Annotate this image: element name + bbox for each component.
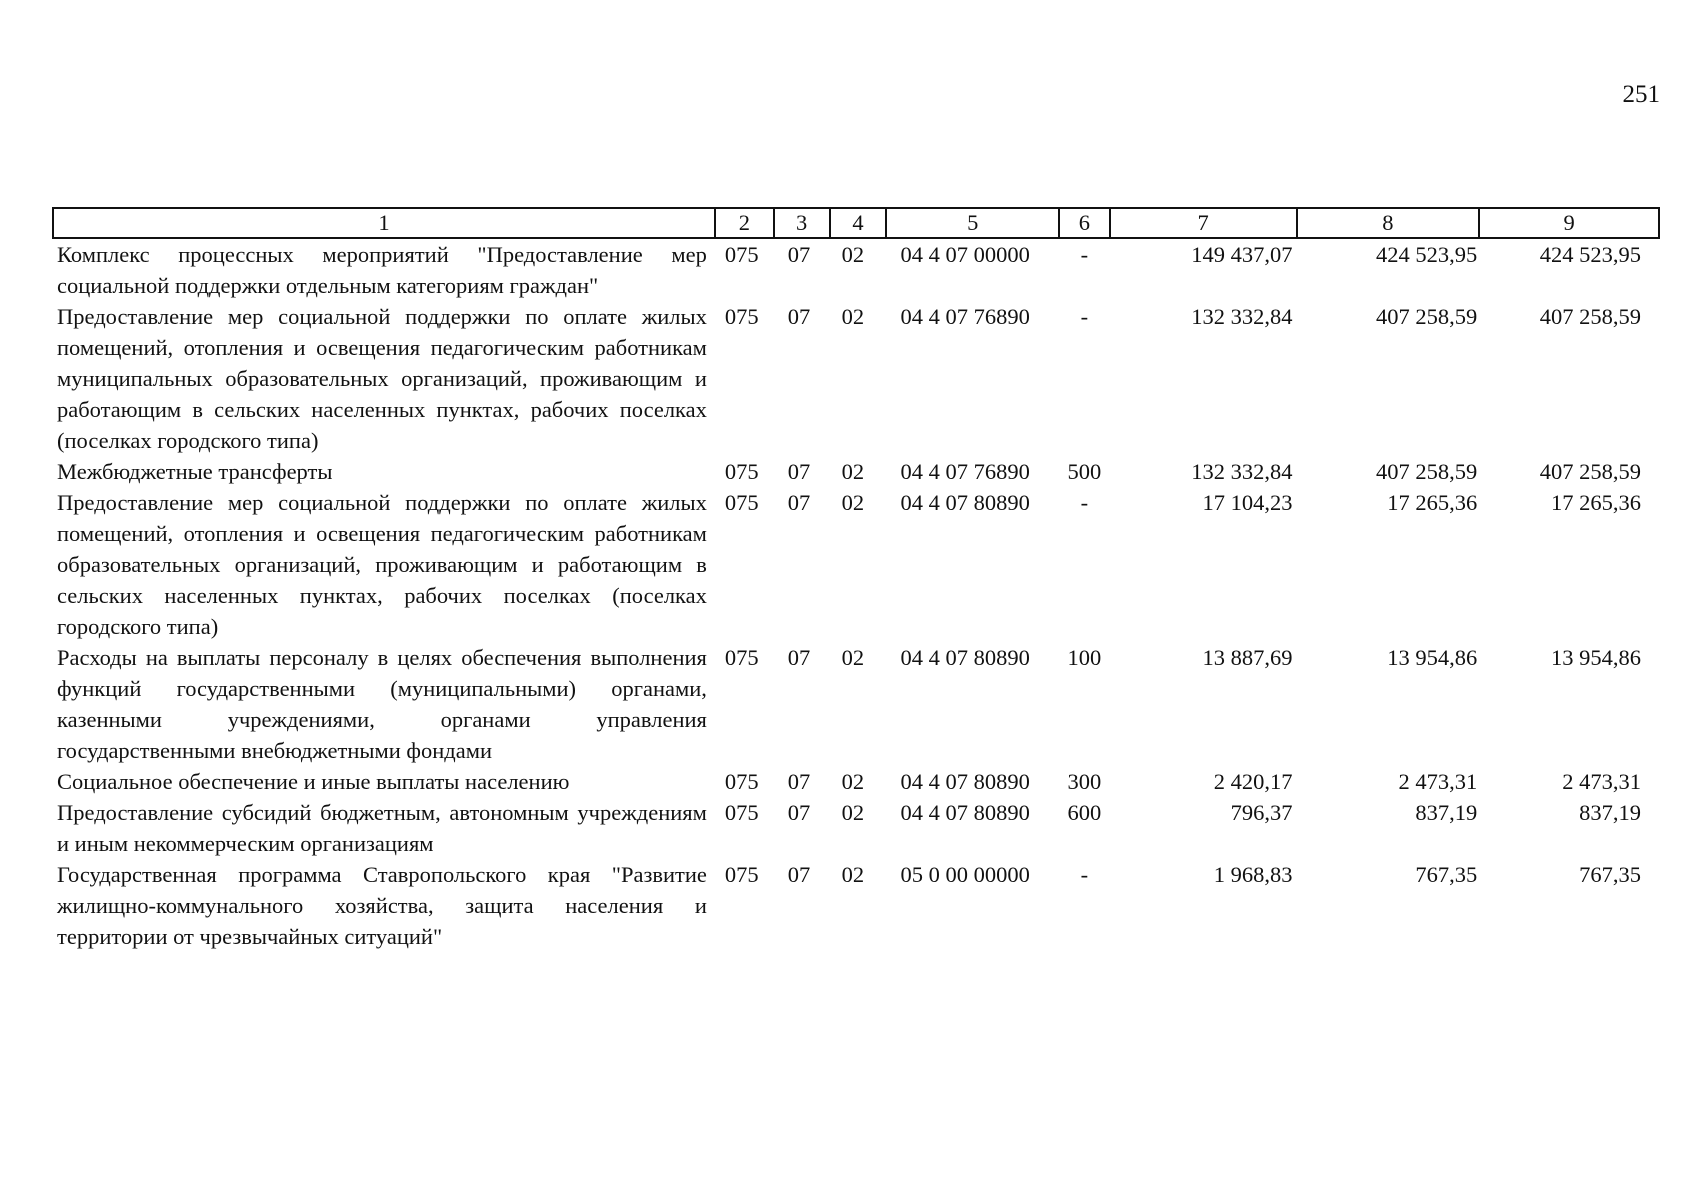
row-amount-7: 149 437,07 xyxy=(1191,242,1293,267)
row-amount-8: 13 954,86 xyxy=(1387,645,1478,670)
header-col-1: 1 xyxy=(53,208,715,238)
row-amount-8: 17 265,36 xyxy=(1387,490,1478,515)
row-grbs: 075 xyxy=(724,242,759,267)
row-target-article: 04 4 07 80890 xyxy=(900,645,1030,670)
header-col-6: 6 xyxy=(1059,208,1110,238)
row-amount-8: 407 258,59 xyxy=(1376,459,1478,484)
row-amount-8: 424 523,95 xyxy=(1376,242,1478,267)
row-amount-7: 132 332,84 xyxy=(1191,304,1293,329)
row-target-article: 04 4 07 76890 xyxy=(900,459,1030,484)
row-amount-9: 407 258,59 xyxy=(1539,459,1641,484)
row-amount-8: 837,19 xyxy=(1415,800,1478,825)
row-grbs: 075 xyxy=(724,490,759,515)
row-amount-7: 1 968,83 xyxy=(1213,862,1293,887)
row-subsection: 02 xyxy=(841,800,865,825)
row-section: 07 xyxy=(787,490,811,515)
row-subsection: 02 xyxy=(841,242,865,267)
table-row xyxy=(53,859,1659,952)
row-subsection: 02 xyxy=(841,645,865,670)
header-row xyxy=(53,208,1659,238)
row-name: Государственная программа Ставропольского края "Развитие жилищно-коммунального хозяйства, защита населения и территории от чрезвычайных ситуаций" xyxy=(57,862,707,949)
row-amount-9: 767,35 xyxy=(1579,862,1641,887)
row-expense-type: 300 xyxy=(1067,769,1102,794)
header-col-3: 3 xyxy=(774,208,830,238)
row-section: 07 xyxy=(787,459,811,484)
row-target-article: 04 4 07 80890 xyxy=(900,800,1030,825)
row-section: 07 xyxy=(787,242,811,267)
row-amount-7: 13 887,69 xyxy=(1202,645,1293,670)
row-amount-8: 2 473,31 xyxy=(1398,769,1478,794)
row-grbs: 075 xyxy=(724,304,759,329)
row-amount-8: 407 258,59 xyxy=(1376,304,1478,329)
table-row xyxy=(53,642,1659,766)
table-row xyxy=(53,301,1659,456)
row-name: Предоставление мер социальной поддержки по оплате жилых помещений, отопления и освещения педагогическим работникам образовательных организаций, проживающим и работающим в сельских населенных пунктах, рабочих поселках (поселках городского типа) xyxy=(57,490,707,639)
row-target-article: 05 0 00 00000 xyxy=(900,862,1030,887)
row-target-article: 04 4 07 80890 xyxy=(900,490,1030,515)
row-amount-9: 13 954,86 xyxy=(1551,645,1641,670)
table-row xyxy=(53,456,1659,487)
header-col-2: 2 xyxy=(715,208,774,238)
row-amount-7: 796,37 xyxy=(1230,800,1293,825)
row-amount-7: 2 420,17 xyxy=(1213,769,1293,794)
row-subsection: 02 xyxy=(841,459,865,484)
row-expense-type: - xyxy=(1080,304,1089,329)
header-col-4: 4 xyxy=(830,208,887,238)
row-name: Социальное обеспечение и иные выплаты населению xyxy=(57,769,570,794)
table-row xyxy=(53,238,1659,301)
row-target-article: 04 4 07 76890 xyxy=(900,304,1030,329)
table-row xyxy=(53,797,1659,859)
row-section: 07 xyxy=(787,304,811,329)
row-grbs: 075 xyxy=(724,459,759,484)
row-expense-type: - xyxy=(1080,490,1089,515)
table-row xyxy=(53,766,1659,797)
row-section: 07 xyxy=(787,769,811,794)
row-expense-type: 600 xyxy=(1067,800,1102,825)
row-target-article: 04 4 07 00000 xyxy=(900,242,1030,267)
row-amount-9: 407 258,59 xyxy=(1539,304,1641,329)
row-grbs: 075 xyxy=(724,645,759,670)
row-expense-type: - xyxy=(1080,862,1089,887)
row-amount-8: 767,35 xyxy=(1415,862,1478,887)
row-name: Межбюджетные трансферты xyxy=(57,459,333,484)
row-subsection: 02 xyxy=(841,304,865,329)
header-col-8: 8 xyxy=(1297,208,1480,238)
header-col-7: 7 xyxy=(1110,208,1297,238)
row-grbs: 075 xyxy=(724,862,759,887)
row-amount-7: 17 104,23 xyxy=(1202,490,1293,515)
row-name: Расходы на выплаты персоналу в целях обеспечения выполнения функций государственными (муниципальными) органами, казенными учреждениями, органами управления государственными внебюджетными фондами xyxy=(57,645,707,763)
row-name: Предоставление мер социальной поддержки по оплате жилых помещений, отопления и освещения педагогическим работникам муниципальных образовательных организаций, проживающим и работающим в сельских населенных пунктах, рабочих поселках (поселках городского типа) xyxy=(57,304,707,453)
row-section: 07 xyxy=(787,645,811,670)
row-section: 07 xyxy=(787,800,811,825)
row-subsection: 02 xyxy=(841,862,865,887)
row-expense-type: 100 xyxy=(1067,645,1102,670)
row-expense-type: 500 xyxy=(1067,459,1102,484)
row-section: 07 xyxy=(787,862,811,887)
row-amount-9: 837,19 xyxy=(1579,800,1641,825)
row-subsection: 02 xyxy=(841,490,865,515)
row-amount-9: 2 473,31 xyxy=(1562,769,1641,794)
row-grbs: 075 xyxy=(724,769,759,794)
row-amount-9: 424 523,95 xyxy=(1539,242,1641,267)
row-amount-7: 132 332,84 xyxy=(1191,459,1293,484)
row-target-article: 04 4 07 80890 xyxy=(900,769,1030,794)
row-name: Предоставление субсидий бюджетным, автономным учреждениям и иным некоммерческим организациям xyxy=(57,800,707,856)
header-col-9: 9 xyxy=(1479,208,1659,238)
budget-table xyxy=(52,207,1660,952)
header-col-5: 5 xyxy=(886,208,1059,238)
row-subsection: 02 xyxy=(841,769,865,794)
row-expense-type: - xyxy=(1080,242,1089,267)
row-grbs: 075 xyxy=(724,800,759,825)
page-number: 251 xyxy=(1622,81,1660,108)
table-row xyxy=(53,487,1659,642)
row-amount-9: 17 265,36 xyxy=(1551,490,1641,515)
row-name: Комплекс процессных мероприятий "Предоставление мер социальной поддержки отдельным категориям граждан" xyxy=(57,242,707,298)
